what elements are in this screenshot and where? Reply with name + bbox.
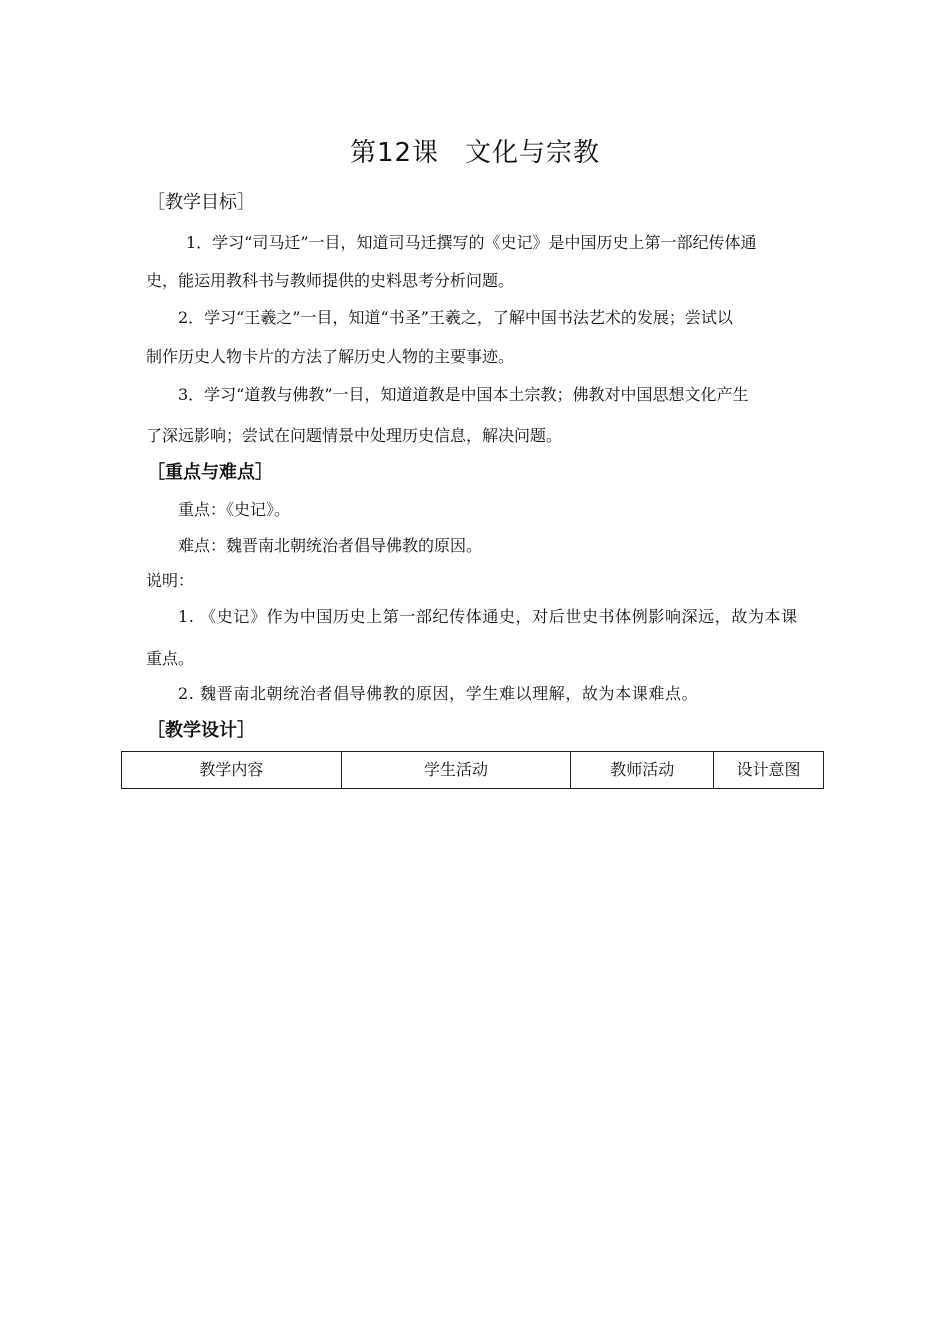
- note-label: 说明：: [146, 571, 195, 590]
- column-header-teacher: 教师活动: [571, 752, 714, 789]
- objective-1-line-1: 1．学习“司马迁”一目，知道司马迁撰写的《史记》是中国历史上第一部纪传体通: [186, 233, 757, 252]
- objective-2-line-2: 制作历史人物卡片的方法了解历史人物的主要事迹。: [146, 347, 515, 366]
- objective-3-line-1: 3．学习“道教与佛教”一目，知道道教是中国本土宗教；佛教对中国思想文化产生: [178, 385, 749, 404]
- objective-2-line-1: 2．学习“王羲之”一目，知道“书圣”王羲之，了解中国书法艺术的发展；尝试以: [178, 308, 733, 327]
- lesson-number: 第12课: [349, 138, 440, 168]
- note-1-line-1: 1. 《史记》作为中国历史上第一部纪传体通史，对后世史书体例影响深远，故为本课: [178, 607, 798, 626]
- table-header-row: [122, 752, 824, 789]
- lesson-topic: 文化与宗教: [465, 138, 601, 168]
- objectives-heading: ［教学目标］: [147, 192, 255, 213]
- column-header-intent: 设计意图: [714, 752, 824, 789]
- design-table: [121, 751, 824, 789]
- keypoints-heading: ［重点与难点］: [147, 462, 273, 483]
- column-header-student: 学生活动: [341, 752, 571, 789]
- objective-3-line-2: 了深远影响；尝试在问题情景中处理历史信息，解决问题。: [146, 426, 563, 445]
- objective-1-line-2: 史，能运用教科书与教师提供的史料思考分析问题。: [146, 271, 515, 290]
- note-2: 2. 魏晋南北朝统治者倡导佛教的原因，学生难以理解，故为本课难点。: [178, 684, 699, 703]
- key-point: 重点：《史记》。: [178, 500, 291, 519]
- difficult-point: 难点：魏晋南北朝统治者倡导佛教的原因。: [178, 536, 483, 555]
- column-header-content: 教学内容: [122, 752, 342, 789]
- lesson-title: [0, 132, 950, 169]
- note-1-line-2: 重点。: [146, 649, 195, 668]
- design-heading: ［教学设计］: [147, 720, 255, 741]
